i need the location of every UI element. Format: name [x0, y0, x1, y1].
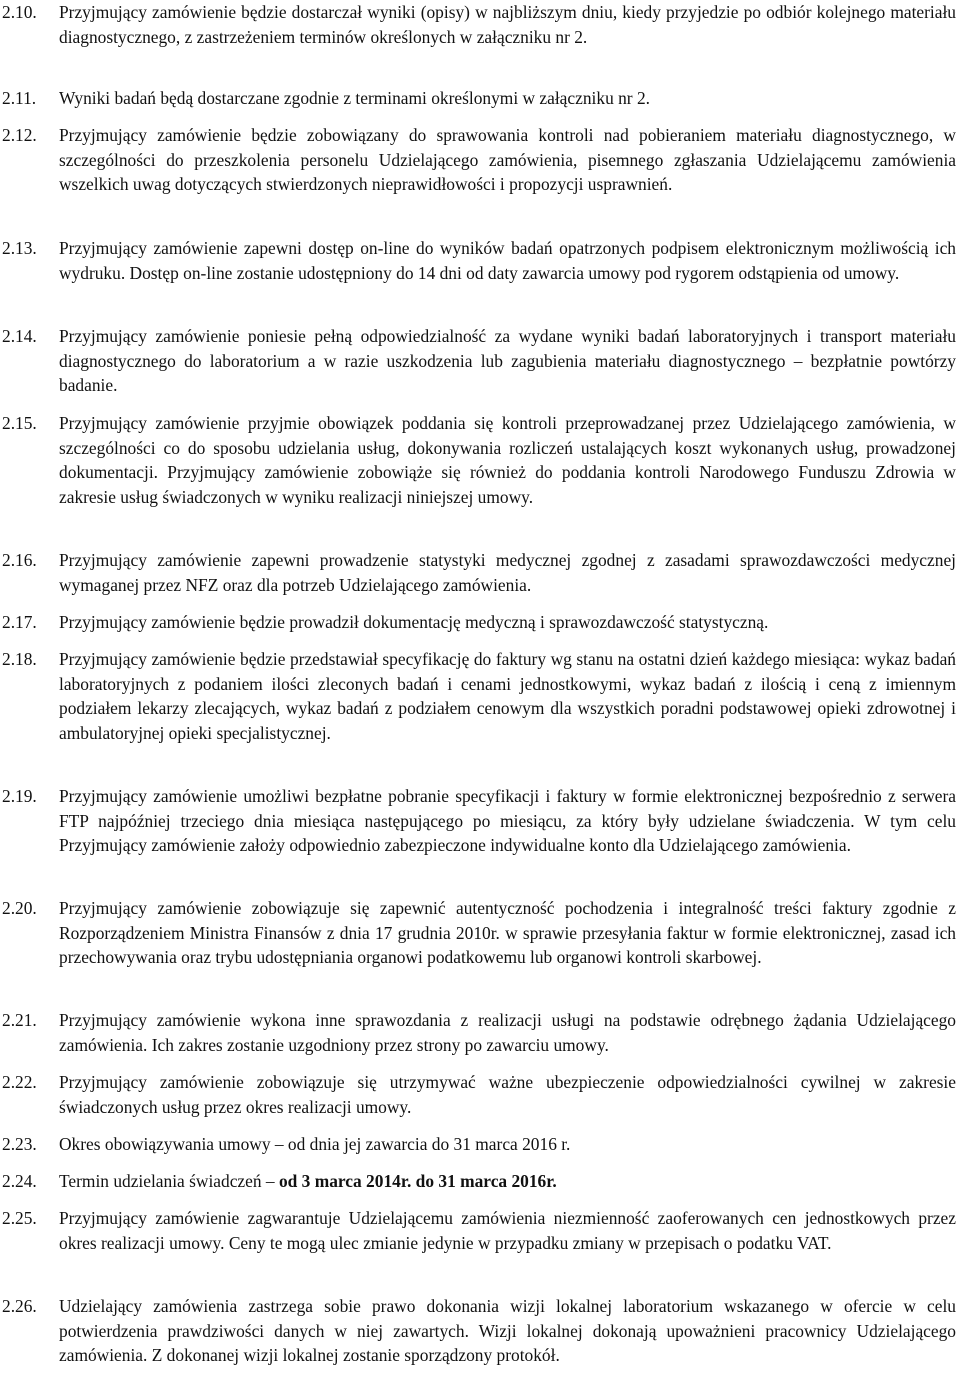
clause-2-23	[2, 1132, 956, 1157]
clause-number: 2.15.	[2, 413, 37, 433]
clause-text: Udzielający zamówienia zastrzega sobie prawo dokonania wizji lokalnej laboratorium wskazanego w ofercie w celu potwierdzenia prawdziwości danych w niej zawartych. Wizji lokalnej dokonają upoważnieni pracownicy Udzielającego zamówienia. Z dokonanej wizji lokalnej zostanie sporządzony protokół.	[59, 1296, 956, 1366]
clause-2-11	[2, 86, 956, 111]
clause-text: Przyjmujący zamówienie będzie dostarczał wyniki (opisy) w najbliższym dniu, kiedy przyjedzie po odbiór kolejnego materiału diagnostycznego, z zastrzeżeniem terminów określonych w załączniku nr 2.	[59, 2, 956, 47]
clause-text: Przyjmujący zamówienie będzie przedstawiał specyfikację do faktury wg stanu na ostatni dzień każdego miesiąca: wykaz badań laboratoryjnych z podaniem ilości zleconych badań i cenami jednostkowymi, wykaz badań z ilością i ceną z imiennym podziałem lekarzy zlecających, wykaz badań z podziałem cenowym dla wszystkich poradni podstawowej opieki zdrowotnej i ambulatoryjnej opieki specjalistycznej.	[59, 649, 956, 743]
clause-2-12	[2, 123, 956, 197]
clause-number: 2.16.	[2, 550, 37, 570]
clause-text: Okres obowiązywania umowy – od dnia jej zawarcia do 31 marca 2016 r.	[59, 1134, 571, 1154]
clause-text: Przyjmujący zamówienie zagwarantuje Udzielającemu zamówienia niezmienność zaoferowanych cen jednostkowych przez okres realizacji umowy. Ceny te mogą ulec zmianie jedynie w przypadku zmiany w przepisach o podatku VAT.	[59, 1208, 956, 1253]
clause-number: 2.12.	[2, 125, 37, 145]
clause-number: 2.21.	[2, 1010, 37, 1030]
service-period-bold: od 3 marca 2014r. do 31 marca 2016r.	[278, 1171, 557, 1191]
clause-2-13	[2, 236, 956, 285]
clause-number: 2.20.	[2, 898, 37, 918]
clause-text: Przyjmujący zamówienie poniesie pełną odpowiedzialność za wydane wyniki badań laboratoryjnych i transport materiału diagnostycznego do laboratorium a w razie uszkodzenia lub zagubienia materiału diagnostycznego – bezpłatnie powtórzy badanie.	[59, 326, 956, 396]
clause-2-15	[2, 411, 956, 509]
clause-text: Przyjmujący zamówienie umożliwi bezpłatne pobranie specyfikacji i faktury w formie elektronicznej bezpośrednio z serwera FTP najpóźniej trzeciego dnia miesiąca następującego po miesiącu, za który były udzielane świadczenia. W tym celu Przyjmujący zamówienie założy odpowiednio zabezpieczone indywidualne konto dla Udzielającego zamówienia.	[59, 786, 956, 856]
clause-number: 2.24.	[2, 1171, 37, 1191]
clause-text: Przyjmujący zamówienie zapewni prowadzenie statystyki medycznej zgodnej z zasadami sprawozdawczości medycznej wymaganej przez NFZ oraz dla potrzeb Udzielającego zamówienia.	[59, 550, 956, 595]
clause-text-regular: Termin udzielania świadczeń –	[59, 1171, 279, 1191]
clause-number: 2.19.	[2, 786, 37, 806]
clause-number: 2.17.	[2, 612, 37, 632]
clause-number: 2.10.	[2, 2, 37, 22]
clause-text: Przyjmujący zamówienie będzie prowadził dokumentację medyczną i sprawozdawczość statystyczną.	[59, 612, 769, 632]
clause-number: 2.13.	[2, 238, 37, 258]
clause-2-21	[2, 1008, 956, 1057]
clause-2-18	[2, 647, 956, 745]
clause-number: 2.23.	[2, 1134, 37, 1154]
clause-2-25	[2, 1206, 956, 1255]
clause-number: 2.14.	[2, 326, 37, 346]
clause-2-16	[2, 548, 956, 597]
clause-text: Wyniki badań będą dostarczane zgodnie z terminami określonymi w załączniku nr 2.	[59, 88, 650, 108]
clause-2-19	[2, 784, 956, 858]
clause-text	[59, 1169, 956, 1194]
clause-2-26	[2, 1294, 956, 1368]
clause-number: 2.26.	[2, 1296, 37, 1316]
clause-text: Przyjmujący zamówienie wykona inne sprawozdania z realizacji usługi na podstawie odrębnego żądania Udzielającego zamówienia. Ich zakres zostanie uzgodniony przez strony po zawarciu umowy.	[59, 1010, 956, 1055]
clause-2-22	[2, 1070, 956, 1119]
clause-number: 2.11.	[2, 88, 37, 108]
clause-text: Przyjmujący zamówienie będzie zobowiązany do sprawowania kontroli nad pobieraniem materiału diagnostycznego, w szczególności do przeszkolenia personelu Udzielającego zamówienia, pisemnego zgłaszania Udzielającemu zamówienia wszelkich uwag dotyczących stwierdzonych nieprawidłowości i propozycji usprawnień.	[59, 125, 956, 195]
clause-2-20	[2, 896, 956, 970]
clause-number: 2.22.	[2, 1072, 37, 1092]
clause-2-17	[2, 610, 956, 635]
clause-text: Przyjmujący zamówienie przyjmie obowiązek poddania się kontroli przeprowadzanej przez Udzielającego zamówienia, w szczególności co do sposobu udzielania usług, dokonywania rozliczeń ustalających koszt wykonanych usług, prowadzonej dokumentacji. Przyjmujący zamówienie zobowiąże się również do poddania kontroli Narodowego Funduszu Zdrowia w zakresie usług świadczonych w wyniku realizacji niniejszej umowy.	[59, 413, 956, 507]
clause-2-10	[2, 0, 956, 49]
clause-text: Przyjmujący zamówienie zobowiązuje się utrzymywać ważne ubezpieczenie odpowiedzialności cywilnej w zakresie świadczonych usług przez okres realizacji umowy.	[59, 1072, 956, 1117]
clause-number: 2.25.	[2, 1208, 37, 1228]
clause-2-14	[2, 324, 956, 398]
clause-text: Przyjmujący zamówienie zapewni dostęp on-line do wyników badań opatrzonych podpisem elektronicznym możliwością ich wydruku. Dostęp on-line zostanie udostępniony do 14 dni od daty zawarcia umowy pod rygorem odstąpienia od umowy.	[59, 238, 956, 283]
clause-number: 2.18.	[2, 649, 37, 669]
clause-text: Przyjmujący zamówienie zobowiązuje się zapewnić autentyczność pochodzenia i integralność treści faktury zgodnie z Rozporządzeniem Ministra Finansów z dnia 17 grudnia 2010r. w sprawie przesyłania faktur w formie elektronicznej, zasad ich przechowywania oraz trybu udostępniania organowi podatkowemu lub organowi kontroli skarbowej.	[59, 898, 956, 968]
clause-2-24	[2, 1169, 956, 1194]
